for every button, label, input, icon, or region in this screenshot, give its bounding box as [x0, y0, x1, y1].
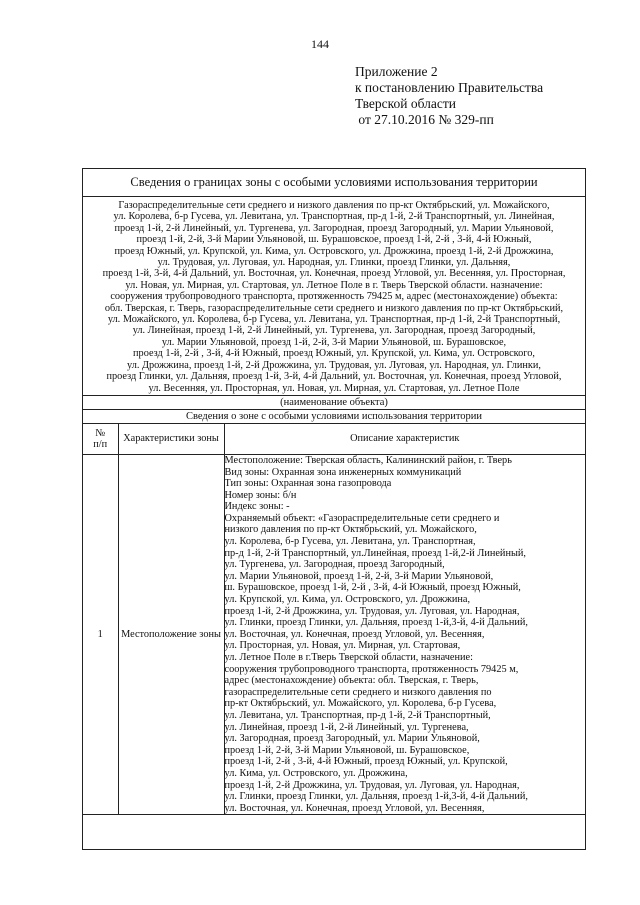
object-description-line: Газораспределительные сети среднего и низкого давления по пр-кт Октябрьский, ул. Можайского, [118, 200, 550, 211]
description-line: пр-д 1-й, 2-й Транспортный, ул.Линейная, проезд 1-й,2-й Линейный, [224, 547, 526, 559]
description-line: ул. Королева, б-р Гусева, ул. Левитана, ул. Транспортная, [224, 536, 476, 548]
page-number: 144 [311, 37, 329, 51]
row-number: 1 [83, 454, 118, 814]
description-line: проезд 1-й, 2-й Дрожжина, ул. Трудовая, ул. Луговая, ул. Народная, [224, 605, 520, 617]
header-characteristic: Характеристики зоны [118, 423, 224, 454]
row-description [224, 454, 585, 814]
object-description-line: проезд 1-й, 3-й, 4-й Дальний, ул. Восточная, ул. Конечная, проезд Угловой, ул. Весенняя, ул. Просторная, [102, 268, 566, 280]
description-line: Номер зоны: б/н [224, 489, 297, 501]
object-description-line: ул. Можайского, ул. Королева, б-р Гусева, ул. Левитана, ул. Транспортная, пр-д 1-й, 2-й Транспортный, [107, 314, 561, 326]
description-line: низкого давления по пр-кт Октябрьский, ул. Можайского, [224, 524, 477, 536]
object-description-line: ул. Линейная, проезд 1-й, 2-й Линейный, ул. Тургенева, ул. Загородная, проезд Загородный, [132, 325, 536, 337]
object-description-line: сооружения трубопроводного транспорта, протяженность 79425 м, адрес (местонахождение) объекта: [110, 291, 558, 303]
object-description-line: ул. Дрожжина, проезд 1-й, 2-й Дрожжина, ул. Трудовая, ул. Луговая, ул. Народная, ул. Глинки, [127, 359, 541, 371]
description-line: ул. Глинки, проезд Глинки, ул. Дальняя, проезд 1-й,3-й, 4-й Дальний, [224, 791, 528, 803]
description-line: ул. Тургенева, ул. Загородная, проезд Загородный, [224, 559, 445, 571]
description-line: пр-кт Октябрьский, ул. Можайского, ул. Королева, б-р Гусева, [224, 698, 497, 710]
object-description-line: ул. Новая, ул. Мирная, ул. Стартовая, ул. Летное Поле в г. Тверь Тверской области. назначение: [125, 279, 543, 291]
object-description-line: ул. Трудовая, ул. Луговая, ул. Народная, ул. Глинки, проезд Глинки, ул. Дальняя, [157, 257, 511, 269]
zone-info-frame [82, 168, 586, 850]
description-line: сооружения трубопроводного транспорта, протяженность 79425 м, [224, 663, 519, 675]
row-characteristic: Местоположение зоны [118, 454, 224, 814]
description-line: проезд 1-й, 2-й , 3-й, 4-й Южный, проезд Южный, ул. Крупской, [224, 756, 508, 768]
description-line: проезд 1-й, 2-й Дрожжина, ул. Трудовая, ул. Луговая, ул. Народная, [224, 779, 520, 791]
description-line: ул. Просторная, ул. Новая, ул. Мирная, ул. Стартовая, [224, 640, 461, 652]
description-line: ул. Линейная, проезд 1-й, 2-й Линейный, ул. Тургенева, [224, 721, 469, 733]
description-line: ул. Загородная, проезд Загородный, ул. Марии Ульяновой, [224, 733, 480, 745]
object-description-line: ул. Королева, б-р Гусева, ул. Левитана, ул. Транспортная, пр-д 1-й, 2-й Транспортный, ул. Линейная, [113, 211, 555, 223]
description-line: Тип зоны: Охранная зона газопровода [224, 478, 392, 490]
object-description-line: ул. Весенняя, ул. Просторная, ул. Новая, ул. Мирная, ул. Стартовая, ул. Летное Поле [148, 382, 520, 394]
table-header-row [83, 423, 585, 454]
object-description-line: проезд 1-й, 2-й Линейный, ул. Тургенева, ул. Загородная, проезд Загородный, ул. Марии Ульяновой, [114, 222, 554, 234]
appendix-line: к постановлению Правительства [355, 80, 544, 95]
description-line: проезд 1-й, 2-й, 3-й Марии Ульяновой, ш. Бурашовское, [224, 744, 470, 756]
description-line: ул. Глинки, проезд Глинки, ул. Дальняя, проезд 1-й,3-й, 4-й Дальний, [224, 617, 528, 629]
object-description-line: ул. Марии Ульяновой, проезд 1-й, 2-й, 3-й Марии Ульяновой, ш. Бурашовское, [161, 336, 507, 348]
zone-subtitle: Сведения о зоне с особыми условиями использования территории [83, 409, 585, 423]
description-line: ул. Крупской, ул. Кима, ул. Островского, ул. Дрожжина, [224, 594, 471, 606]
object-caption: (наименование объекта) [83, 395, 585, 409]
object-description [83, 197, 585, 395]
description-line: Вид зоны: Охранная зона инженерных коммуникаций [224, 466, 462, 478]
description-line: газораспределительные сети среднего и низкого давления по [224, 686, 492, 698]
description-line: ул. Марии Ульяновой, проезд 1-й, 2-й, 3-й Марии Ульяновой, [224, 570, 494, 582]
appendix-line: от 27.10.2016 № 329-пп [355, 112, 494, 127]
description-line: ул. Восточная, ул. Конечная, проезд Угловой, ул. Весенняя, [224, 802, 485, 814]
description-line: ул. Кима, ул. Островского, ул. Дрожжина, [224, 767, 408, 779]
description-line: Индекс зоны: - [224, 501, 290, 513]
appendix-line: Тверской области [355, 96, 456, 111]
object-description-line: проезд Глинки, ул. Дальняя, проезд 1-й, 3-й, 4-й Дальний, ул. Восточная, ул. Конечная, проезд Угловой, [106, 371, 562, 383]
table-row [83, 454, 585, 814]
object-description-line: обл. Тверская, г. Тверь, газораспределительные сети среднего и низкого давления по пр-кт Октябрьский, [104, 302, 564, 314]
description-line: ул. Летное Поле в г.Тверь Тверской области, назначение: [224, 652, 473, 663]
zone-characteristics-table [83, 423, 585, 815]
object-description-line: проезд Южный, ул. Крупской, ул. Кима, ул. Островского, ул. Дрожжина, проезд 1-й, 2-й Дрожжина, [114, 245, 554, 257]
description-line: Охраняемый объект: «Газораспределительные сети среднего и [224, 512, 500, 524]
appendix-line: Приложение 2 [355, 64, 438, 79]
description-line: адрес (местонахождение) объекта: обл. Тверская, г. Тверь, [224, 675, 479, 687]
header-description: Описание характеристик [224, 423, 585, 454]
main-title: Сведения о границах зоны с особыми условиями использования территории [83, 169, 585, 197]
description-line: ул. Восточная, ул. Конечная, проезд Угловой, ул. Весенняя, [224, 628, 485, 640]
description-line: ш. Бурашовское, проезд 1-й, 2-й , 3-й, 4-й Южный, проезд Южный, [224, 582, 521, 594]
description-line: Местоположение: Тверская область, Калининский район, г. Тверь [224, 454, 512, 466]
header-number: № п/п [83, 423, 118, 454]
object-description-line: проезд 1-й, 2-й, 3-й Марии Ульяновой, ш. Бурашовское, проезд 1-й, 2-й , 3-й, 4-й Южный, [136, 234, 532, 246]
object-description-line: проезд 1-й, 2-й , 3-й, 4-й Южный, проезд Южный, ул. Крупской, ул. Кима, ул. Островского, [133, 348, 535, 360]
description-line: ул. Левитана, ул. Транспортная, пр-д 1-й, 2-й Транспортный, [224, 709, 491, 721]
appendix-heading [355, 64, 543, 128]
